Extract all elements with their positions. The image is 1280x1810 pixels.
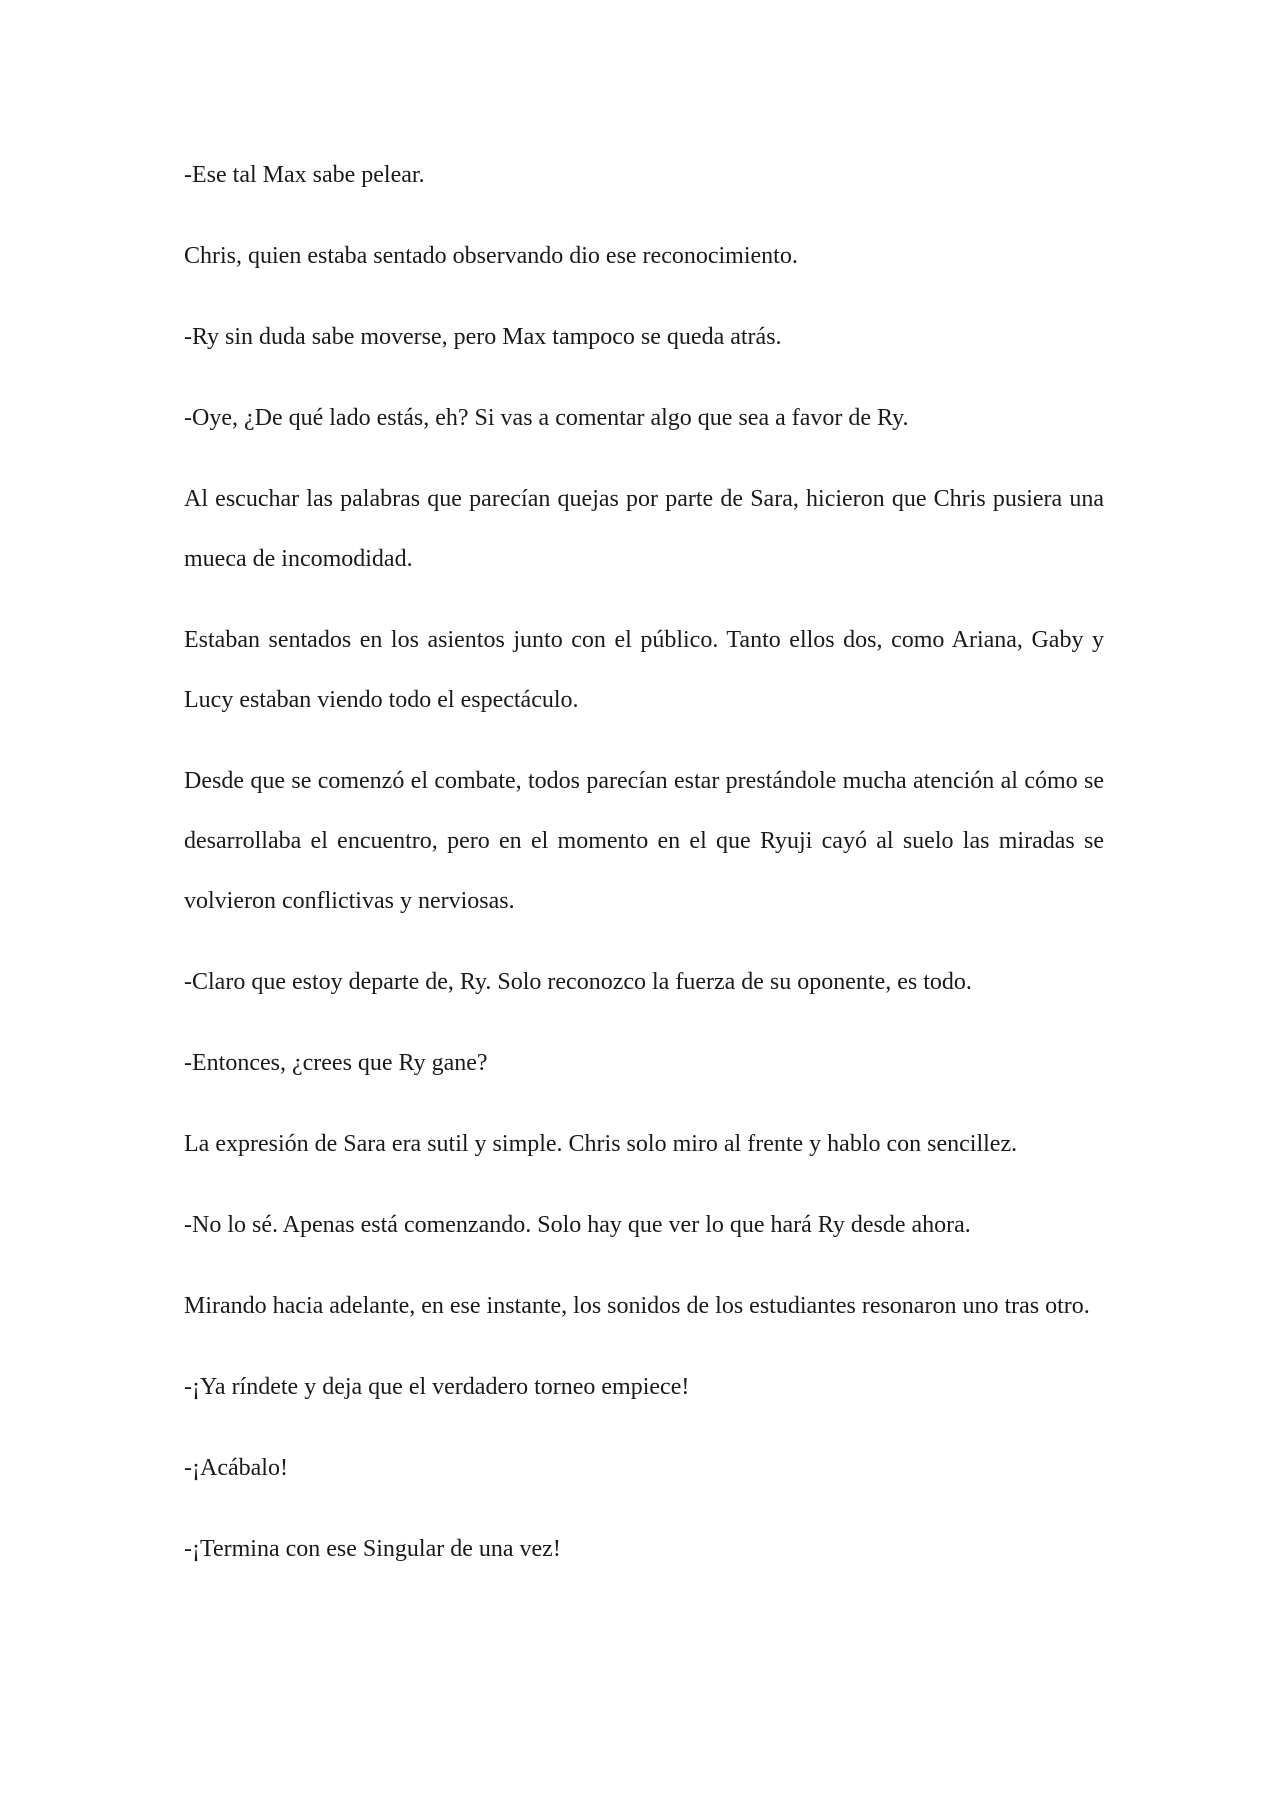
paragraph-9: -Entonces, ¿crees que Ry gane?: [184, 1050, 488, 1076]
paragraph-10: La expresión de Sara era sutil y simple. Chris solo miro al frente y hablo con sencillez.: [184, 1131, 1018, 1157]
paragraph-6: Estaban sentados en los asientos junto con el público. Tanto ellos dos, como Ariana, Gaby y Lucy estaban viendo todo el espectáculo.: [184, 627, 1104, 713]
paragraph-2: Chris, quien estaba sentado observando dio ese reconocimiento.: [184, 243, 798, 269]
paragraph-8: -Claro que estoy departe de, Ry. Solo reconozco la fuerza de su oponente, es todo.: [184, 969, 972, 995]
paragraph-3: -Ry sin duda sabe moverse, pero Max tampoco se queda atrás.: [184, 324, 782, 350]
paragraph-15: -¡Termina con ese Singular de una vez!: [184, 1536, 561, 1562]
paragraph-7: Desde que se comenzó el combate, todos parecían estar prestándole mucha atención al cómo se desarrollaba el encuentro, pero en el momento en el que Ryuji cayó al suelo las miradas se volvieron conflictivas y nerviosas.: [184, 768, 1104, 914]
paragraph-4: -Oye, ¿De qué lado estás, eh? Si vas a comentar algo que sea a favor de Ry.: [184, 405, 909, 431]
paragraph-11: -No lo sé. Apenas está comenzando. Solo hay que ver lo que hará Ry desde ahora.: [184, 1212, 971, 1238]
paragraph-14: -¡Acábalo!: [184, 1455, 288, 1481]
body-text: [184, 145, 1104, 1600]
paragraph-1: -Ese tal Max sabe pelear.: [184, 162, 425, 188]
paragraph-13: -¡Ya ríndete y deja que el verdadero torneo empiece!: [184, 1374, 690, 1400]
paragraph-12: Mirando hacia adelante, en ese instante, los sonidos de los estudiantes resonaron uno tras otro.: [184, 1293, 1090, 1319]
paragraph-5: Al escuchar las palabras que parecían quejas por parte de Sara, hicieron que Chris pusiera una mueca de incomodidad.: [184, 486, 1104, 572]
